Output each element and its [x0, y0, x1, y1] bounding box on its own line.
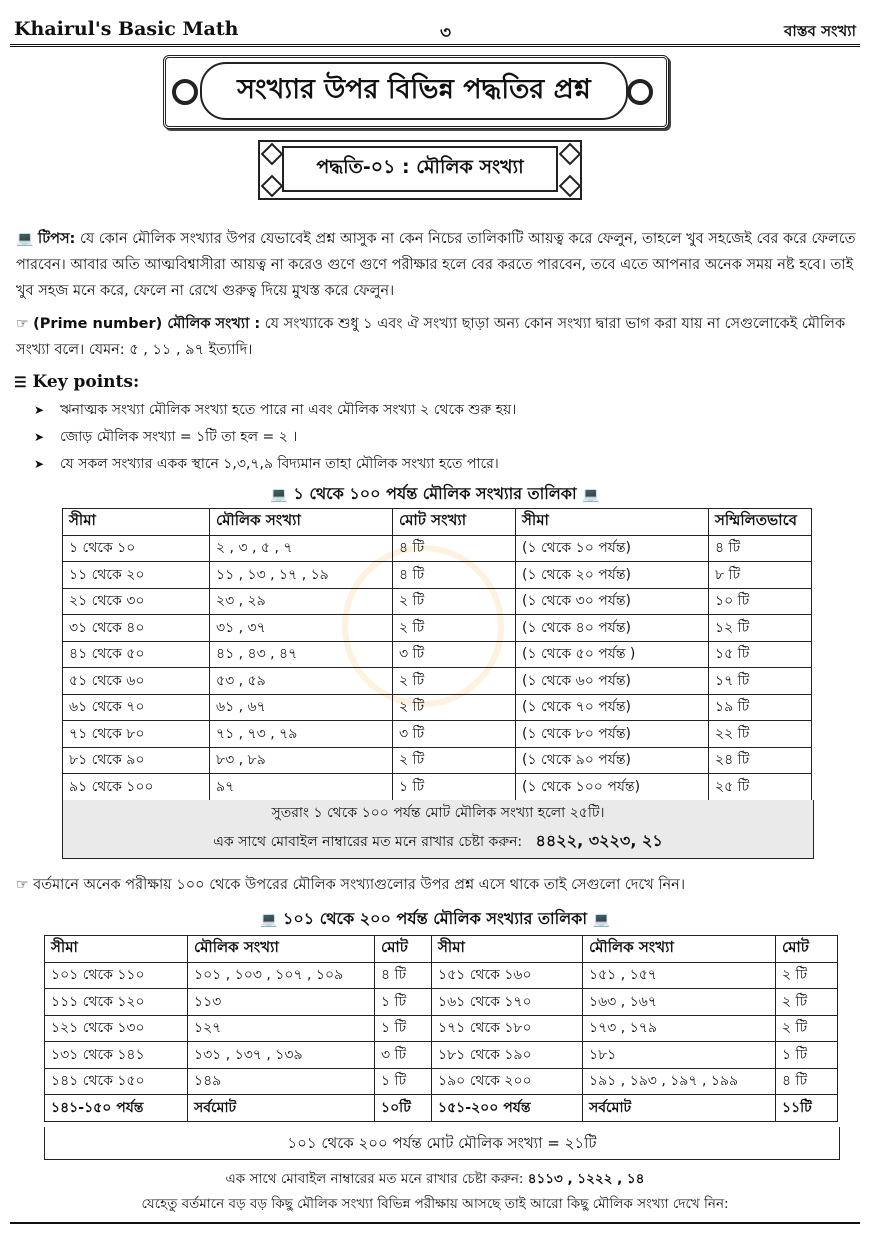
tips-paragraph — [16, 226, 858, 304]
table-cell: ২৪ টি — [709, 747, 812, 774]
memory-hint: এক সাথে মোবাইল নাম্বারের মত মনে রাখার চেষ্টা করুন: ৪১১৩ , ১২২২ , ১৪ — [225, 1171, 645, 1187]
table-cell: সর্বমোট — [583, 1095, 776, 1122]
table-cell: ১৯ টি — [709, 694, 812, 721]
column-header: সীমা — [63, 509, 210, 536]
table-cell: ১৮১ থেকে ১৯০ — [432, 1042, 583, 1069]
table-cell: ৩ টি — [393, 641, 516, 668]
table-cell: ৯৭ — [210, 774, 393, 801]
table-cell: ১২ টি — [709, 615, 812, 642]
table-cell: (১ থেকে ২০ পর্যন্ত) — [516, 562, 709, 589]
table-row — [63, 668, 812, 695]
tips-text: যে কোন মৌলিক সংখ্যার উপর যেভাবেই প্রশ্ন আসুক না কেন নিচের তালিকাটি আয়ত্ব করে ফেলুন, তাহলে খুব সহজেই বের করে ফেলতে পারবেন। আবার অতি আত্মবিশ্বাসীরা আয়ত্ব না করেও গুণে গুণে পরীক্ষার হলে বের করতে পারবেন, তবে এতে আপনার অনেক সময় নষ্ট হবে। তাই খুব সহজ মনে করে, ফেলে না রেখে গুরুত্ব দিয়ে মুখস্ত করে ফেলুন। — [16, 231, 856, 299]
arrow-bullet-icon: ➤ — [34, 430, 45, 444]
table-cell: ৫৩ , ৫৯ — [210, 668, 393, 695]
tips-label: টিপস: — [38, 231, 76, 247]
table-total-row — [45, 1095, 838, 1122]
prime-table-101-200 — [44, 935, 838, 1122]
table-row — [63, 641, 812, 668]
key-points-heading: ☰ Key points: — [14, 372, 140, 392]
table-cell: ২ টি — [393, 747, 516, 774]
list-item: ➤ ঋনাত্মক সংখ্যা মৌলিক সংখ্যা হতে পারে না এবং মৌলিক সংখ্যা ২ থেকে শুরু হয়। — [34, 402, 517, 418]
column-header: মোট — [375, 936, 432, 963]
table-cell: ৩ টি — [375, 1042, 432, 1069]
pointing-hand-icon: ☞ — [16, 877, 29, 893]
laptop-icon: 💻 — [270, 487, 288, 503]
column-header: মৌলিক সংখ্যা — [210, 509, 393, 536]
table-cell: ১৩১ , ১৩৭ , ১৩৯ — [188, 1042, 375, 1069]
table-cell: ৪১ থেকে ৫০ — [63, 641, 210, 668]
table-row — [63, 774, 812, 801]
table-cell: ২ , ৩ , ৫ , ৭ — [210, 535, 393, 562]
table-cell: ১২৭ — [188, 1015, 375, 1042]
table-cell: ৫১ থেকে ৬০ — [63, 668, 210, 695]
table-cell: (১ থেকে ১০০ পর্যন্ত) — [516, 774, 709, 801]
table-cell: ১ টি — [375, 989, 432, 1016]
table-cell: ১৬৩ , ১৬৭ — [583, 989, 776, 1016]
laptop-icon: 💻 — [582, 487, 600, 503]
laptop-icon: 💻 — [16, 231, 34, 247]
table-cell: ৪ টি — [776, 1068, 838, 1095]
table-cell: ১৫১-২০০ পর্যন্ত — [432, 1095, 583, 1122]
table-cell: ১৯০ থেকে ২০০ — [432, 1068, 583, 1095]
table-cell: ২ টি — [393, 694, 516, 721]
table-cell: ১৮১ — [583, 1042, 776, 1069]
table-row — [63, 535, 812, 562]
table-cell: ১৩১ থেকে ১৪১ — [45, 1042, 188, 1069]
table-cell: ১ টি — [776, 1042, 838, 1069]
table-cell: সর্বমোট — [188, 1095, 375, 1122]
list-item: ➤ যে সকল সংখ্যার একক স্থানে ১,৩,৭,৯ বিদ্যমান তাহা মৌলিক সংখ্যা হতে পারে। — [34, 456, 499, 472]
prime-table-1-100 — [62, 508, 812, 801]
table-cell: ১১টি — [776, 1095, 838, 1122]
table-cell: ১০১ , ১০৩ , ১০৭ , ১০৯ — [188, 962, 375, 989]
table-cell: ৩ টি — [393, 721, 516, 748]
table-cell: ২৫ টি — [709, 774, 812, 801]
table2-caption: 💻 ১০১ থেকে ২০০ পর্যন্ত মৌলিক সংখ্যার তালিকা 💻 — [259, 909, 611, 928]
table-row — [63, 588, 812, 615]
table-cell: (১ থেকে ১০ পর্যন্ত) — [516, 535, 709, 562]
column-header: মৌলিক সংখ্যা — [188, 936, 375, 963]
table-cell: ১০১ থেকে ১১০ — [45, 962, 188, 989]
arrow-bullet-icon: ➤ — [34, 457, 45, 471]
column-header: সীমা — [516, 509, 709, 536]
table-cell: ১০টি — [375, 1095, 432, 1122]
prime-definition-label: (Prime number) মৌলিক সংখ্যা : — [33, 316, 261, 332]
table-cell: ৬১ , ৬৭ — [210, 694, 393, 721]
table-header-row — [45, 936, 838, 963]
table-cell: ৪ টি — [393, 535, 516, 562]
method-title: পদ্ধতি-০১ : মৌলিক সংখ্যা — [282, 146, 558, 192]
page-title: সংখ্যার উপর বিভিন্ন পদ্ধতির প্রশ্ন — [200, 62, 628, 120]
table-cell: ৭১ থেকে ৮০ — [63, 721, 210, 748]
table-row — [63, 694, 812, 721]
prime-definition — [16, 311, 858, 363]
table-row — [45, 1068, 838, 1095]
table-cell: ২২ টি — [709, 721, 812, 748]
table-cell: ১৭৩ , ১৭৯ — [583, 1015, 776, 1042]
table-cell: ৩১ থেকে ৪০ — [63, 615, 210, 642]
book-title: Khairul's Basic Math — [14, 18, 239, 40]
table-cell: ১ থেকে ১০ — [63, 535, 210, 562]
table-cell: ২ টি — [393, 588, 516, 615]
table-cell: ৭১ , ৭৩ , ৭৯ — [210, 721, 393, 748]
table-row — [63, 747, 812, 774]
chapter-title: বাস্তব সংখ্যা — [784, 22, 856, 40]
table-cell: (১ থেকে ৬০ পর্যন্ত) — [516, 668, 709, 695]
table-cell: ১৫১ থেকে ১৬০ — [432, 962, 583, 989]
table-cell: ১৬১ থেকে ১৭০ — [432, 989, 583, 1016]
table-cell: ১৪১ থেকে ১৫০ — [45, 1068, 188, 1095]
table-cell: (১ থেকে ৮০ পর্যন্ত) — [516, 721, 709, 748]
table-cell: ১১ , ১৩ , ১৭ , ১৯ — [210, 562, 393, 589]
column-header: মোট সংখ্যা — [393, 509, 516, 536]
table-cell: (১ থেকে ৫০ পর্যন্ত ) — [516, 641, 709, 668]
table-cell: ৮ টি — [709, 562, 812, 589]
table-cell: ৬১ থেকে ৭০ — [63, 694, 210, 721]
table2-summary: ১০১ থেকে ২০০ পর্যন্ত মোট মৌলিক সংখ্যা = ২১টি — [44, 1127, 840, 1160]
table-cell: ১১৩ — [188, 989, 375, 1016]
table-cell: ৪ টি — [709, 535, 812, 562]
table-cell: ৪ টি — [375, 962, 432, 989]
table-row — [63, 615, 812, 642]
table-cell: ২৩ , ২৯ — [210, 588, 393, 615]
pointing-hand-icon: ☞ — [16, 316, 29, 332]
column-header: সীমা — [45, 936, 188, 963]
memory-hint: এক সাথে মোবাইল নাম্বারের মত মনে রাখার চেষ্টা করুন: ৪৪২২, ৩২২৩, ২১ — [213, 831, 663, 850]
table-cell: ৮৩ , ৮৯ — [210, 747, 393, 774]
table1-caption: 💻 ১ থেকে ১০০ পর্যন্ত মৌলিক সংখ্যার তালিকা 💻 — [270, 484, 600, 503]
table-row — [45, 989, 838, 1016]
table-cell: ৯১ থেকে ১০০ — [63, 774, 210, 801]
ring-ornament-right — [627, 79, 653, 105]
table-cell: ১ টি — [393, 774, 516, 801]
table-cell: (১ থেকে ৩০ পর্যন্ত) — [516, 588, 709, 615]
table-header-row — [63, 509, 812, 536]
table-cell: ১০ টি — [709, 588, 812, 615]
table-cell: ১৪৯ — [188, 1068, 375, 1095]
table-cell: ১ টি — [375, 1068, 432, 1095]
table-cell: ৮১ থেকে ৯০ — [63, 747, 210, 774]
closing-note: যেহেতু বর্তমানে বড় বড় কিছু মৌলিক সংখ্যা বিভিন্ন পরীক্ষায় আসছে তাই আরো কিছু মৌলিক সংখ্যা দেখে নিন: — [141, 1196, 729, 1212]
laptop-icon: 💻 — [259, 912, 278, 928]
column-header: সম্মিলিতভাবে — [709, 509, 812, 536]
table-cell: ১১ থেকে ২০ — [63, 562, 210, 589]
table-cell: (১ থেকে ৭০ পর্যন্ত) — [516, 694, 709, 721]
arrow-bullet-icon: ➤ — [34, 403, 45, 417]
ring-ornament-left — [172, 79, 198, 105]
table-cell: ১৭১ থেকে ১৮০ — [432, 1015, 583, 1042]
table-cell: ২ টি — [393, 668, 516, 695]
table-cell: ২ টি — [776, 962, 838, 989]
list-icon: ☰ — [14, 375, 27, 391]
column-header: মৌলিক সংখ্যা — [583, 936, 776, 963]
table-cell: ৪ টি — [393, 562, 516, 589]
column-header: মোট — [776, 936, 838, 963]
footer-divider — [10, 1222, 860, 1224]
table-cell: ২১ থেকে ৩০ — [63, 588, 210, 615]
table-cell: ২ টি — [393, 615, 516, 642]
table-cell: ১৭ টি — [709, 668, 812, 695]
page-number: ৩ — [440, 23, 452, 43]
table-row — [63, 562, 812, 589]
table-cell: ৩১ , ৩৭ — [210, 615, 393, 642]
column-header: সীমা — [432, 936, 583, 963]
table-cell: ১৫ টি — [709, 641, 812, 668]
list-item: ➤ জোড় মৌলিক সংখ্যা = ১টি তা হল = ২ । — [34, 429, 298, 445]
table-cell: ২ টি — [776, 1015, 838, 1042]
header-divider — [10, 44, 860, 47]
table-row — [63, 721, 812, 748]
table-cell: ১৯১ , ১৯৩ , ১৯৭ , ১৯৯ — [583, 1068, 776, 1095]
table-row — [45, 962, 838, 989]
table-row — [45, 1015, 838, 1042]
table1-summary — [62, 800, 814, 859]
table-cell: ১৫১ , ১৫৭ — [583, 962, 776, 989]
table-row — [45, 1042, 838, 1069]
table-cell: ১৪১-১৫০ পর্যন্ত — [45, 1095, 188, 1122]
table-cell: ৪১ , ৪৩ , ৪৭ — [210, 641, 393, 668]
note-paragraph: ☞ বর্তমানে অনেক পরীক্ষায় ১০০ থেকে উপরের মৌলিক সংখ্যাগুলোর উপর প্রশ্ন এসে থাকে তাই সেগুলো দেখে নিন। — [16, 872, 858, 898]
table-cell: ১ টি — [375, 1015, 432, 1042]
table-cell: ২ টি — [776, 989, 838, 1016]
table-cell: ১২১ থেকে ১৩০ — [45, 1015, 188, 1042]
laptop-icon: 💻 — [592, 912, 611, 928]
table-cell: (১ থেকে ৪০ পর্যন্ত) — [516, 615, 709, 642]
table-cell: ১১১ থেকে ১২০ — [45, 989, 188, 1016]
summary-total: সুতরাং ১ থেকে ১০০ পর্যন্ত মোট মৌলিক সংখ্যা হলো ২৫টি। — [271, 805, 605, 821]
table-cell: (১ থেকে ৯০ পর্যন্ত) — [516, 747, 709, 774]
prime-definition-text: যে সংখ্যাকে শুধু ১ এবং ঐ সংখ্যা ছাড়া অন্য কোন সংখ্যা দ্বারা ভাগ করা যায় না সেগুলোকেই মৌলিক সংখ্যা বলে। যেমন: ৫ , ১১ , ৯৭ ইত্যাদি। — [16, 316, 846, 358]
